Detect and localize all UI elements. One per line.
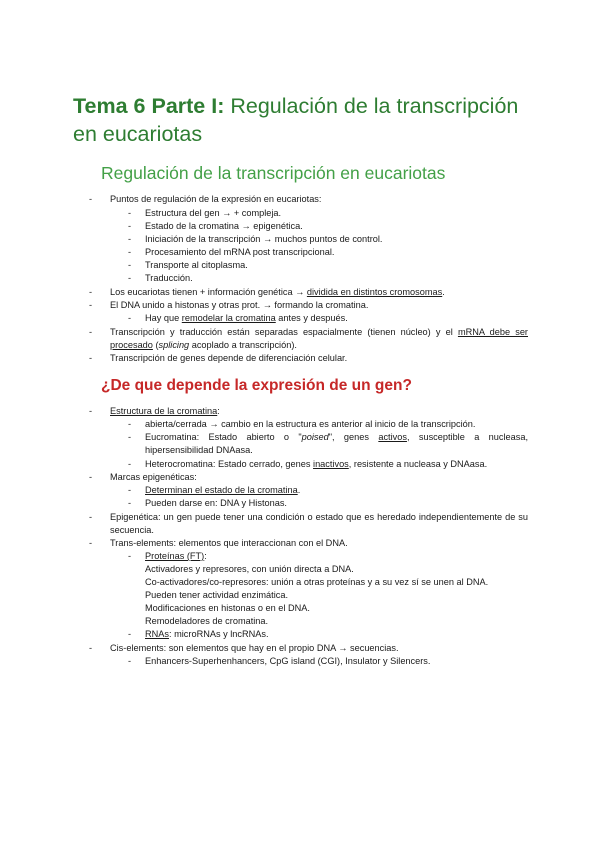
bullet-dash: - <box>89 287 93 297</box>
text: Transcripción y traducción están separadas espacialmente (tienen núcleo) y el <box>110 327 458 337</box>
underlined-text: Proteínas (FT) <box>145 551 205 561</box>
list-item: Remodeladores de cromatina. <box>145 616 269 626</box>
text: antes y después. <box>275 313 348 323</box>
list-item <box>145 431 528 457</box>
bullet-dash: - <box>89 472 93 482</box>
list-item: Estado de la cromatina → epigenética. <box>145 221 303 231</box>
bullet-dash: - <box>128 221 132 231</box>
list-item <box>110 286 445 299</box>
bullet-dash: - <box>128 551 132 561</box>
list-item <box>145 628 269 641</box>
bullet-dash: - <box>128 260 132 270</box>
underlined-text: Determinan el estado de la cromatina <box>145 485 298 495</box>
list-item <box>110 326 528 352</box>
list-item: Iniciación de la transcripción → muchos puntos de control. <box>145 234 383 244</box>
list-item <box>145 484 300 497</box>
list-item: Procesamiento del mRNA post transcripcional. <box>145 247 335 257</box>
bullet-dash: - <box>128 498 132 508</box>
list-item: El DNA unido a histonas y otras prot. → formando la cromatina. <box>110 300 369 310</box>
bullet-dash: - <box>89 643 93 653</box>
text: Hay que <box>145 313 182 323</box>
list-item: Transporte al citoplasma. <box>145 260 248 270</box>
text: : <box>217 406 220 416</box>
list-item: Activadores y represores, con unión directa a DNA. <box>145 564 354 574</box>
title-rest: Regulación de la transcripción en eucariotas <box>73 94 519 146</box>
italic-text: splicing <box>158 340 190 350</box>
list-item: Co-activadores/co-represores: unión a otras proteínas y a su vez sí se unen al DNA. <box>145 577 489 587</box>
list-item: abierta/cerrada → cambio en la estructura es anterior al inicio de la transcripción. <box>145 419 476 429</box>
list-item: Enhancers-Superhenhancers, CpG island (CGI), Insulator y Silencers. <box>145 656 431 666</box>
underlined-text: remodelar la cromatina <box>181 313 276 323</box>
underlined-text: activos <box>378 432 407 442</box>
bullet-dash: - <box>128 313 132 323</box>
list-item: Epigenética: un gen puede tener una condición o estado que es heredado independientemente de su secuencia. <box>110 512 528 535</box>
bullet-dash: - <box>128 485 132 495</box>
text: . <box>442 287 445 297</box>
bullet-dash: - <box>128 459 132 469</box>
italic-text: poised <box>301 432 329 442</box>
section-heading-regulation: Regulación de la transcripción en eucariotas <box>101 163 446 183</box>
list-item: Marcas epigenéticas: <box>110 472 197 482</box>
bullet-dash: - <box>89 538 93 548</box>
bullet-dash: - <box>89 300 93 310</box>
list-item <box>145 458 487 471</box>
title-bold: Tema 6 Parte I: <box>73 94 225 118</box>
list-item: Pueden darse en: DNA y Histonas. <box>145 498 287 508</box>
section-heading-expression: ¿De que depende la expresión de un gen? <box>101 377 412 394</box>
bullet-dash: - <box>89 194 93 204</box>
bullet-dash: - <box>128 208 132 218</box>
text: ", genes <box>328 432 379 442</box>
bullet-dash: - <box>128 656 132 666</box>
bullet-dash: - <box>128 234 132 244</box>
page-title <box>73 92 543 148</box>
underlined-text: inactivos <box>313 459 349 469</box>
bullet-dash: - <box>89 327 93 337</box>
text: Heterocromatina: Estado cerrado, genes <box>145 459 314 469</box>
text: : <box>204 551 207 561</box>
list-item <box>145 312 348 325</box>
list-item: Pueden tener actividad enzimática. <box>145 590 289 600</box>
text: acoplado a transcripción). <box>189 340 297 350</box>
list-item: Modificaciones en histonas o en el DNA. <box>145 603 310 613</box>
bullet-dash: - <box>89 406 93 416</box>
text: . <box>297 485 301 495</box>
bullet-dash: - <box>128 273 132 283</box>
text: : microRNAs y lncRNAs. <box>169 629 269 639</box>
bullet-dash: - <box>128 432 132 442</box>
text: Los eucariotas tienen + información genética → <box>110 287 307 297</box>
bullet-dash: - <box>128 629 132 639</box>
list-item: Estructura del gen → + compleja. <box>145 208 282 218</box>
text: Eucromatina: Estado abierto o " <box>145 432 302 442</box>
underlined-text: mRNA debe ser procesado <box>110 327 528 350</box>
list-item: Trans-elements: elementos que interaccionan con el DNA. <box>110 538 348 548</box>
bullet-dash: - <box>128 247 132 257</box>
text: , resistente a nucleasa y DNAasa. <box>348 459 488 469</box>
list-item <box>110 405 220 418</box>
text: , susceptible a nucleasa, hipersensibilidad DNAasa. <box>145 432 529 455</box>
bullet-dash: - <box>89 353 93 363</box>
bullet-dash: - <box>89 512 93 522</box>
underlined-text: RNAs <box>145 629 169 639</box>
list-item: Traducción. <box>145 273 193 283</box>
list-item: Transcripción de genes depende de diferenciación celular. <box>110 353 348 363</box>
underlined-text: dividida en distintos cromosomas <box>306 287 443 297</box>
list-item <box>145 550 207 563</box>
list-item: Puntos de regulación de la expresión en eucariotas: <box>110 194 322 204</box>
text: ( <box>152 340 159 350</box>
list-item: Cis-elements: son elementos que hay en el propio DNA → secuencias. <box>110 643 399 653</box>
underlined-text: Estructura de la cromatina <box>110 406 218 416</box>
bullet-dash: - <box>128 419 132 429</box>
